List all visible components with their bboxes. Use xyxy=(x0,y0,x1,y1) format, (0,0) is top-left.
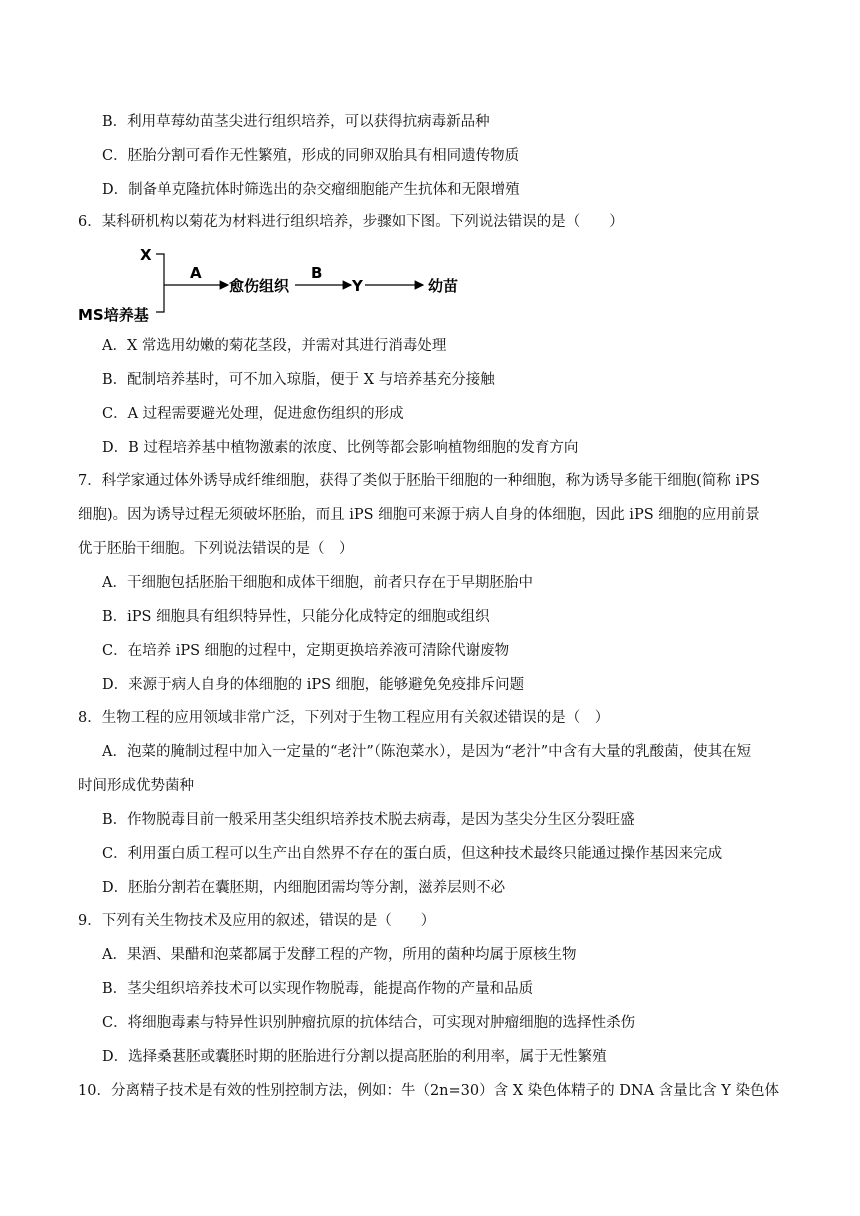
q8-option-a-line2: 时间形成优势菌种 xyxy=(78,778,194,794)
q5-option-d: D．制备单克隆抗体时筛选出的杂交瘤细胞能产生抗体和无限增殖 xyxy=(102,182,520,198)
q7-stem-line1: 7．科学家通过体外诱导成纤维细胞，获得了类似于胚胎干细胞的一种细胞，称为诱导多能干细胞(简称 iPS xyxy=(78,473,760,489)
q7-stem-line3: 优于胚胎干细胞。下列说法错误的是（ ） xyxy=(78,541,354,557)
q8-option-b: B．作物脱毒目前一般采用茎尖组织培养技术脱去病毒，是因为茎尖分生区分裂旺盛 xyxy=(102,812,635,828)
q9-stem: 9．下列有关生物技术及应用的叙述，错误的是（ ） xyxy=(78,913,436,929)
q6-option-b: B．配制培养基时，可不加入琼脂，便于 X 与培养基充分接触 xyxy=(102,372,495,388)
diagram-a-label: A xyxy=(190,264,202,282)
q7-option-d: D．来源于病人自身的体细胞的 iPS 细胞，能够避免免疫排斥问题 xyxy=(102,677,525,693)
q7-option-a: A．干细胞包括胚胎干细胞和成体干细胞，前者只存在于早期胚胎中 xyxy=(102,575,533,591)
q9-option-a: A．果酒、果醋和泡菜都属于发酵工程的产物，所用的菌种均属于原核生物 xyxy=(102,947,577,963)
diagram-y-label: Y xyxy=(352,277,363,295)
q7-stem-line2: 细胞)。因为诱导过程无须破坏胚胎，而且 iPS 细胞可来源于病人自身的体细胞，因此 iPS 细胞的应用前景 xyxy=(78,507,760,523)
diagram-ms-label: MS培养基 xyxy=(78,306,149,324)
q5-option-b: B．利用草莓幼苗茎尖进行组织培养，可以获得抗病毒新品种 xyxy=(102,114,490,130)
q7-option-c: C．在培养 iPS 细胞的过程中，定期更换培养液可清除代谢废物 xyxy=(102,643,510,659)
q6-option-d: D．B 过程培养基中植物激素的浓度、比例等都会影响植物细胞的发育方向 xyxy=(102,440,579,456)
q9-option-d: D．选择桑葚胚或囊胚时期的胚胎进行分割以提高胚胎的利用率，属于无性繁殖 xyxy=(102,1049,607,1065)
q6-stem: 6．某科研机构以菊花为材料进行组织培养，步骤如下图。下列说法错误的是（ ） xyxy=(78,214,624,230)
diagram-callus-label: 愈伤组织 xyxy=(229,277,290,295)
diagram-bracket xyxy=(156,254,164,312)
q7-option-b: B．iPS 细胞具有组织特异性，只能分化成特定的细胞或组织 xyxy=(102,609,490,625)
q9-option-c: C．将细胞毒素与特异性识别肿瘤抗原的抗体结合，可实现对肿瘤细胞的选择性杀伤 xyxy=(102,1015,636,1031)
diagram-seedling-label: 幼苗 xyxy=(428,277,459,295)
q8-stem: 8．生物工程的应用领域非常广泛，下列对于生物工程应用有关叙述错误的是（ ） xyxy=(78,710,610,726)
q8-option-a-line1: A．泡菜的腌制过程中加入一定量的“老汁”（陈泡菜水），是因为“老汁”中含有大量的乳酸菌，使其在短 xyxy=(102,744,752,760)
q8-option-d: D．胚胎分割若在囊胚期，内细胞团需均等分割，滋养层则不必 xyxy=(102,880,506,896)
diagram-b-label: B xyxy=(311,264,323,282)
diagram-x-label: X xyxy=(140,246,152,264)
q5-option-c: C．胚胎分割可看作无性繁殖，形成的同卵双胎具有相同遗传物质 xyxy=(102,148,520,164)
q6-option-c: C．A 过程需要避光处理，促进愈伤组织的形成 xyxy=(102,406,404,422)
q10-stem: 10．分离精子技术是有效的性别控制方法，例如：牛（2n=30）含 X 染色体精子的 DNA 含量比含 Y 染色体 xyxy=(78,1083,779,1099)
tissue-culture-diagram xyxy=(78,240,478,326)
q9-option-b: B．茎尖组织培养技术可以实现作物脱毒，能提高作物的产量和品质 xyxy=(102,981,534,997)
q8-option-c: C．利用蛋白质工程可以生产出自然界不存在的蛋白质，但这种技术最终只能通过操作基因来完成 xyxy=(102,846,723,862)
q6-option-a: A．X 常选用幼嫩的菊花茎段，并需对其进行消毒处理 xyxy=(102,338,447,354)
